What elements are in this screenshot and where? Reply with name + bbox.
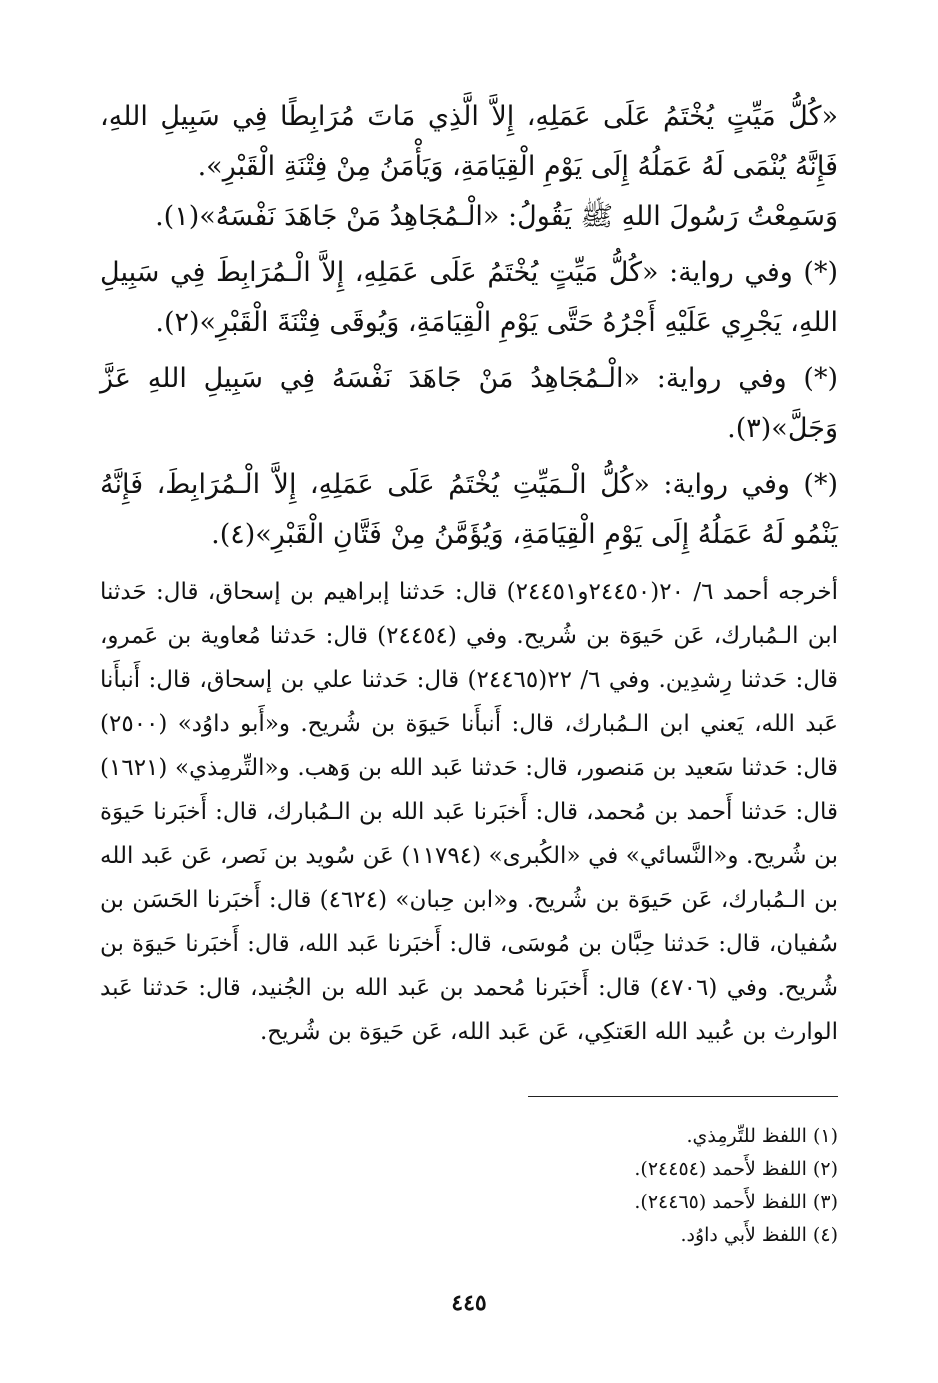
- footnotes: [98, 1120, 838, 1252]
- footnote: (٢) اللفظ لأَحمد (٢٤٤٥٤).: [634, 1158, 838, 1180]
- footnote: (٤) اللفظ لأَبي داوُد.: [680, 1224, 838, 1246]
- hadith-text-section: [100, 92, 838, 560]
- page-number: ٤٤٥: [451, 1290, 487, 1316]
- hadith-paragraph: «كُلُّ مَيِّتٍ يُخْتَمُ عَلَى عَمَلِهِ، إِلاَّ الَّذِي مَاتَ مُرَابِطًا فِي سَبِيلِ اللهِ، فَإِنَّهُ يُنْمَى لَهُ عَمَلُهُ إِلَى يَوْمِ الْقِيَامَةِ، وَيَأْمَنُ مِنْ فِتْنَةِ الْقَبْرِ».: [100, 101, 838, 182]
- hadith-paragraph: (*) وفي رواية: «كُلُّ الْـمَيِّتِ يُخْتَمُ عَلَى عَمَلِهِ، إِلاَّ الْـمُرَابِطَ، فَإِنَّهُ يَنْمُو لَهُ عَمَلُهُ إِلَى يَوْمِ الْقِيَامَةِ، وَيُؤَمَّنُ مِنْ فَتَّانِ الْقَبْرِ»(٤).: [100, 469, 838, 550]
- takhrij-paragraph: أخرجه أحمد ٦/ ٢٠(٢٤٤٥٠و٢٤٤٥١) قال: حَدثنا إبراهيم بن إسحاق، قال: حَدثنا ابن الـمُبارك، عَن حَيوَة بن شُريح. وفي (٢٤٤٥٤) قال: حَدثنا مُعاوية بن عَمرو، قال: حَدثنا رِشدِين. وفي ٦/ ٢٢(٢٤٤٦٥) قال: حَدثنا علي بن إسحاق، قال: أَنبأَنا عَبد الله، يَعني ابن الـمُبارك، قال: أَنبأَنا حَيوَة بن شُريح. و«أَبو داوُد» (٢٥٠٠) قال: حَدثنا سَعيد بن مَنصور، قال: حَدثنا عَبد الله بن وَهب. و«التِّرمِذي» (١٦٢١) قال: حَدثنا أَحمد بن مُحمد، قال: أَخبَرنا عَبد الله بن الـمُبارك، قال: أَخبَرنا حَيوَة بن شُريح. و«النَّسائي» في «الكُبرى» (١١٧٩٤) عَن سُويد بن نَصر، عَن عَبد الله بن الـمُبارك، عَن حَيوَة بن شُريح. و«ابن حِبان» (٤٦٢٤) قال: أَخبَرنا الحَسَن بن سُفيان، قال: حَدثنا حِبَّان بن مُوسَى، قال: أَخبَرنا عَبد الله، قال: أَخبَرنا حَيوَة بن شُريح. وفي (٤٧٠٦) قال: أَخبَرنا مُحمد بن عَبد الله بن الجُنيد، قال: حَدثنا عَبد الوارث بن عُبيد الله العَتكِي، عَن عَبد الله، عَن حَيوَة بن شُريح.: [100, 579, 839, 1045]
- footnote: (١) اللفظ للتِّرمِذي.: [686, 1125, 838, 1147]
- takhrij-section: [100, 570, 838, 1054]
- hadith-paragraph: وَسَمِعْتُ رَسُولَ اللهِ ﷺ يَقُولُ: «الْـمُجَاهِدُ مَنْ جَاهَدَ نَفْسَهُ»(١).: [155, 201, 838, 232]
- hadith-paragraph: (*) وفي رواية: «كُلُّ مَيِّتٍ يُخْتَمُ عَلَى عَمَلِهِ، إِلاَّ الْـمُرَابِطَ فِي سَبِيلِ اللهِ، يَجْرِي عَلَيْهِ أَجْرُهُ حَتَّى يَوْمِ الْقِيَامَةِ، وَيُوقَى فِتْنَةَ الْقَبْرِ»(٢).: [100, 257, 838, 338]
- hadith-paragraph: (*) وفي رواية: «الْـمُجَاهِدُ مَنْ جَاهَدَ نَفْسَهُ فِي سَبِيلِ اللهِ عَزَّ وَجَلَّ»(٣).: [100, 363, 838, 444]
- footnote: (٣) اللفظ لأَحمد (٢٤٤٦٥).: [634, 1191, 838, 1213]
- footnote-separator: [528, 1096, 838, 1097]
